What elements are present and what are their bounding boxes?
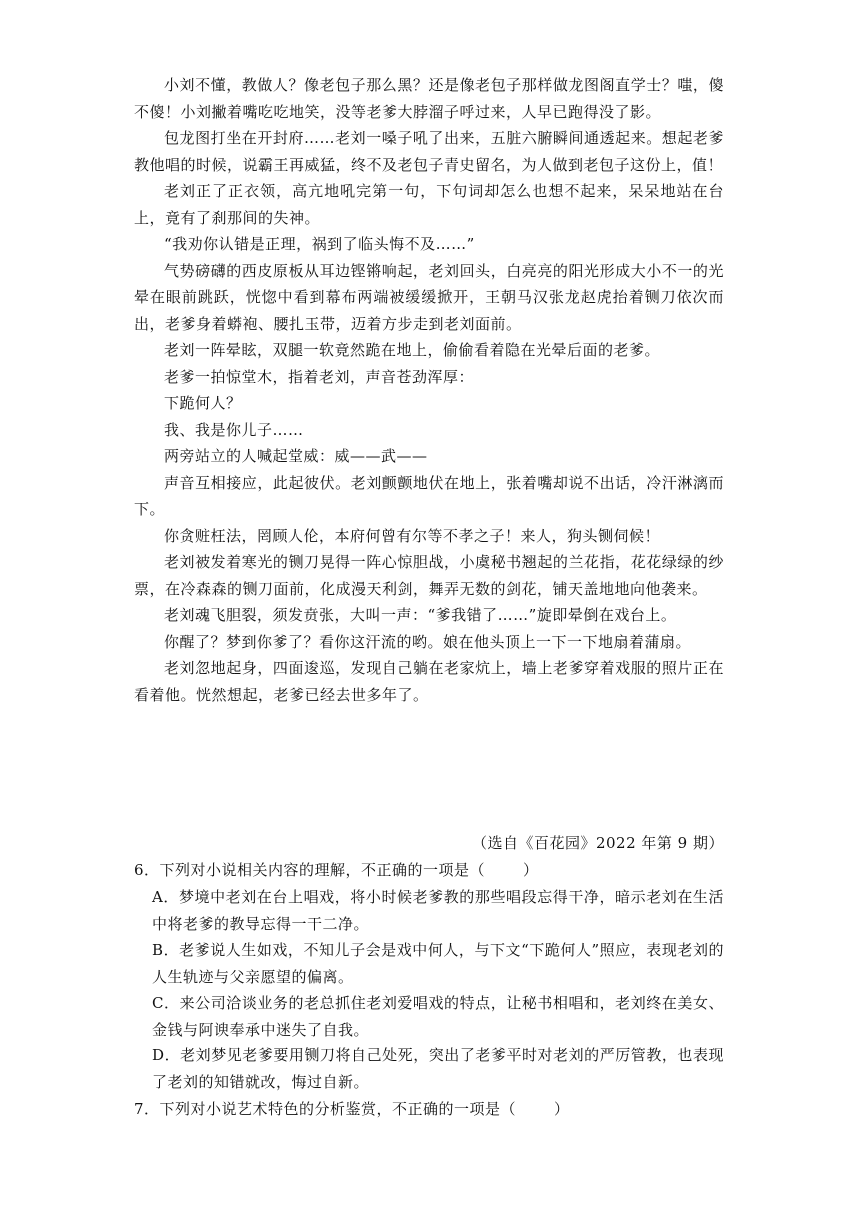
paragraph: 老刘魂飞胆裂，须发贲张，大叫一声：“爹我错了……”旋即晕倒在戏台上。: [164, 606, 677, 624]
paragraph: “我劝你认错是正理，祸到了临头悔不及……”: [164, 235, 475, 253]
question-6-close: ）: [523, 861, 539, 879]
question-6-text: 6．下列对小说相关内容的理解，不正确的一项是（: [134, 861, 486, 879]
source-citation: （选自《百花园》2022 年第 9 期）: [471, 834, 724, 852]
paragraph: 老刘被发着寒光的铡刀晃得一阵心惊胆战，小虞秘书翘起的兰花指，花花绿绿的纱票，在冷森森的铡刀面前，化成漫天利剑，舞弄无数的剑花，铺天盖地地向他袭来。: [134, 553, 724, 598]
option-b: B．老爹说人生如戏，不知儿子会是戏中何人，与下文“下跪何人”照应，表现老刘的人生轨迹与父亲愿望的偏离。: [152, 941, 724, 986]
paragraph: 老刘一阵晕眩，双腿一软竟然跪在地上，偷偷看着隐在光晕后面的老爹。: [164, 341, 661, 359]
paragraph: 老刘正了正衣领，高亢地吼完第一句，下句词却怎么也想不起来，呆呆地站在台上，竟有了刹那间的失神。: [134, 182, 724, 227]
paragraph: 我、我是你儿子……: [164, 420, 304, 439]
question-6-stem: [134, 857, 724, 884]
paragraph: 声音互相接应，此起彼伏。老刘颤颤地伏在地上，张着嘴却说不出话，冷汗淋漓而下。: [134, 473, 724, 518]
paragraph: 你醒了？梦到你爹了？看你这汗流的哟。娘在他头顶上一下一下地扇着蒲扇。: [164, 632, 692, 651]
question-7-close: ）: [554, 1100, 570, 1118]
paragraph: 两旁站立的人喊起堂威：威——武——: [164, 447, 428, 465]
option-c: C．来公司洽谈业务的老总抓住老刘爱唱戏的特点，让秘书相唱和，老刘终在美女、金钱与阿谀奉承中迷失了自我。: [152, 994, 724, 1039]
question-7-text: 7．下列对小说艺术特色的分析鉴赏，不正确的一项是（: [134, 1100, 517, 1118]
paragraph: 你贪赃枉法，罔顾人伦，本府何曾有尔等不孝之子！来人，狗头铡伺候！: [164, 526, 661, 545]
paragraph: 下跪何人？: [164, 394, 242, 412]
passage-text: [134, 72, 724, 708]
paragraph: 老爹一拍惊堂木，指着老刘，声音苍劲浑厚：: [164, 367, 475, 386]
question-7-stem: [134, 1096, 724, 1123]
paragraph: 小刘不懂，教做人？像老包子那么黑？还是像老包子那样做龙图阁直学士？嗤，傻不傻！小刘撇着嘴吃吃地笑，没等老爹大脖溜子呼过来，人早已跑得没了影。: [134, 76, 724, 121]
paragraph: 气势磅礴的西皮原板从耳边铿锵响起，老刘回头，白亮亮的阳光形成大小不一的光晕在眼前跳跃，恍惚中看到幕布两端被缓缓掀开，王朝马汉张龙赵虎抬着铡刀依次而出，老爹身着蟒袍、腰扎玉带，迈着方步走到老刘面前。: [134, 261, 724, 333]
option-d: D．老刘梦见老爹要用铡刀将自己处死，突出了老爹平时对老刘的严厉管教，也表现了老刘的知错就改，悔过自新。: [152, 1046, 724, 1091]
paragraph: 包龙图打坐在开封府……老刘一嗓子吼了出来，五脏六腑瞬间通透起来。想起老爹教他唱的时候，说霸王再威猛，终不及老包子青史留名，为人做到老包子这份上，值！: [134, 129, 724, 174]
option-a: A．梦境中老刘在台上唱戏，将小时候老爹教的那些唱段忘得干净，暗示老刘在生活中将老爹的教导忘得一干二净。: [152, 888, 724, 933]
paragraph: 老刘忽地起身，四面逡巡，发现自己躺在老家炕上，墙上老爹穿着戏服的照片正在看着他。恍然想起，老爹已经去世多年了。: [134, 659, 724, 704]
